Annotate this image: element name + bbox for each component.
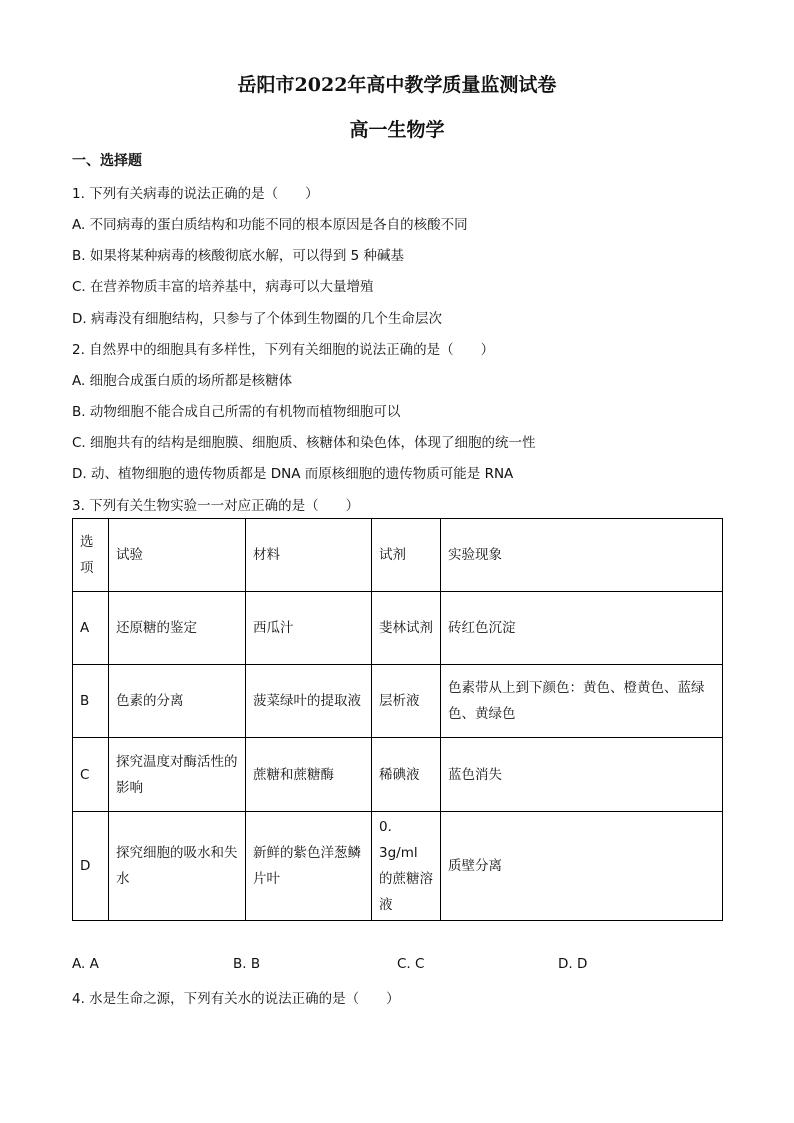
table-cell: 还原糖的鉴定 [109, 592, 246, 665]
q3-answer-c: C. C [397, 956, 425, 972]
page-title: 岳阳市2022年高中教学质量监测试卷 [237, 74, 557, 96]
q1-stem: 1. 下列有关病毒的说法正确的是（ ） [72, 186, 319, 202]
table-cell: 蓝色消失 [441, 738, 723, 812]
section-title: 一、选择题 [72, 153, 142, 169]
q1-option-c: C. 在营养物质丰富的培养基中，病毒可以大量增殖 [72, 279, 374, 295]
table-row [73, 592, 723, 665]
q3-answer-options [0, 956, 794, 976]
page-subtitle: 高一生物学 [349, 119, 445, 141]
q1-option-b: B. 如果将某种病毒的核酸彻底水解，可以得到 5 种碱基 [72, 248, 405, 264]
q1-option-d: D. 病毒没有细胞结构，只参与了个体到生物圈的几个生命层次 [72, 311, 442, 327]
q1-option-a: A. 不同病毒的蛋白质结构和功能不同的根本原因是各自的核酸不同 [72, 217, 468, 233]
table-header-cell: 试验 [109, 519, 246, 592]
table-cell: D [73, 812, 109, 921]
table-header-row [73, 519, 723, 592]
table-cell: 色素带从上到下颜色：黄色、橙黄色、蓝绿色、黄绿色 [441, 665, 723, 738]
q3-answer-a: A. A [72, 956, 99, 972]
q2-option-c: C. 细胞共有的结构是细胞膜、细胞质、核糖体和染色体，体现了细胞的统一性 [72, 435, 536, 451]
table-header-cell: 选项 [73, 519, 109, 592]
table-cell: B [73, 665, 109, 738]
table-cell: 色素的分离 [109, 665, 246, 738]
q3-table [72, 518, 723, 921]
q3-stem: 3. 下列有关生物实验一一对应正确的是（ ） [72, 498, 360, 514]
table-row [73, 665, 723, 738]
table-header-cell: 实验现象 [441, 519, 723, 592]
table-header-cell: 试剂 [372, 519, 441, 592]
table-cell: 砖红色沉淀 [441, 592, 723, 665]
table-cell: 斐林试剂 [372, 592, 441, 665]
q3-answer-b: B. B [233, 956, 261, 972]
table-cell: C [73, 738, 109, 812]
table-cell: 蔗糖和蔗糖酶 [246, 738, 372, 812]
table-cell: 层析液 [372, 665, 441, 738]
table-cell: 质壁分离 [441, 812, 723, 921]
q2-option-b: B. 动物细胞不能合成自己所需的有机物而植物细胞可以 [72, 404, 401, 420]
table-header-cell: 材料 [246, 519, 372, 592]
table-cell: 探究温度对酶活性的影响 [109, 738, 246, 812]
table-cell: 0．3g/ml 的蔗糖溶液 [372, 812, 441, 921]
table-cell: 稀碘液 [372, 738, 441, 812]
q2-option-a: A. 细胞合成蛋白质的场所都是核糖体 [72, 373, 293, 389]
table-cell: 新鲜的紫色洋葱鳞片叶 [246, 812, 372, 921]
q2-stem: 2. 自然界中的细胞具有多样性，下列有关细胞的说法正确的是（ ） [72, 342, 495, 358]
q3-answer-d: D. D [558, 956, 588, 972]
q2-option-d: D. 动、植物细胞的遗传物质都是 DNA 而原核细胞的遗传物质可能是 RNA [72, 466, 514, 482]
table-row [73, 812, 723, 921]
table-row [73, 738, 723, 812]
table-cell: 探究细胞的吸水和失水 [109, 812, 246, 921]
table-cell: 西瓜汁 [246, 592, 372, 665]
table-cell: 菠菜绿叶的提取液 [246, 665, 372, 738]
q4-stem: 4. 水是生命之源，下列有关水的说法正确的是（ ） [72, 991, 400, 1007]
table-cell: A [73, 592, 109, 665]
